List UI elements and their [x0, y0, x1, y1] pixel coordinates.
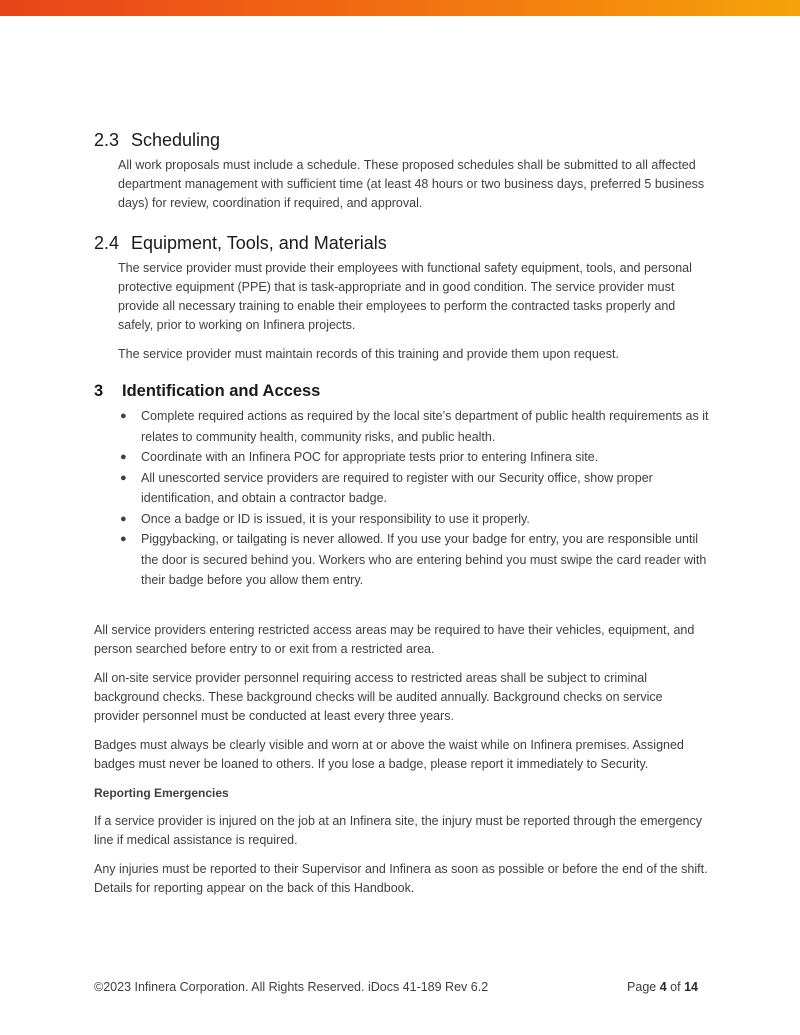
page-current: 4 [659, 980, 667, 994]
paragraph: If a service provider is injured on the job at an Infinera site, the injury must be reported through the emergency line if medical assistance is required. [94, 813, 702, 847]
list-item-text: Piggybacking, or tailgating is never allowed. If you use your badge for entry, you are responsible until the door is secured behind you. Workers who are entering behind you must swipe the card reader with their badge before you allow them entry. [141, 532, 707, 587]
section-title: Equipment, Tools, and Materials [131, 233, 387, 253]
section-body-2-3 [118, 156, 710, 213]
section-heading-2-3 [94, 128, 710, 152]
page-total: 14 [684, 980, 698, 994]
document-page [94, 128, 710, 908]
bullet-list [118, 406, 710, 591]
bullet-icon: ● [120, 512, 127, 525]
subheading-reporting-emergencies: Reporting Emergencies [94, 785, 229, 800]
section-body-2-4 [118, 259, 710, 364]
list-item [118, 406, 710, 447]
list-item [118, 447, 710, 468]
bullet-icon: ● [120, 533, 127, 545]
list-item [118, 529, 710, 591]
bullet-icon: ● [120, 451, 127, 463]
list-item-text: Coordinate with an Infinera POC for appropriate tests prior to entering Infinera site. [141, 450, 599, 464]
paragraph: The service provider must provide their employees with functional safety equipment, tools, and personal protective equipment (PPE) that is task-appropriate and in good condition. The service provider must provide all necessary training to enable their employees to perform the contracted tasks properly and safely, prior to working on Infinera projects. [118, 261, 692, 332]
list-item-text: Complete required actions as required by the local site’s department of public health requirements as it relates to community health, community risks, and public health. [141, 409, 709, 444]
section-heading-3 [94, 380, 710, 402]
section-title: Scheduling [131, 130, 221, 150]
page-of: of [670, 980, 681, 994]
page-prefix: Page [627, 980, 657, 994]
paragraph: All work proposals must include a schedule. These proposed schedules shall be submitted to all affected department management with sufficient time (at least 48 hours or two business days, preferred 5 business days) for review, coordination if required, and approval. [118, 158, 705, 210]
page-footer [94, 980, 698, 994]
paragraph: Any injuries must be reported to their Supervisor and Infinera as soon as possible or before the end of the shift. Details for reporting appear on the back of this Handbook. [94, 861, 708, 895]
list-item-text: All unescorted service providers are required to register with our Security office, show proper identification, and obtain a contractor badge. [141, 470, 653, 505]
bullet-icon: ● [120, 410, 127, 422]
section-number: 2.4 [94, 233, 120, 253]
section-number: 3 [94, 382, 104, 400]
paragraph: The service provider must maintain records of this training and provide them upon request. [118, 347, 619, 361]
section-heading-2-4 [94, 231, 710, 255]
bullet-icon: ● [120, 471, 127, 484]
section-number: 2.3 [94, 130, 120, 150]
list-item-text: Once a badge or ID is issued, it is your responsibility to use it properly. [141, 511, 530, 526]
brand-accent-bar [0, 0, 800, 16]
paragraph: Badges must always be clearly visible and worn at or above the waist while on Infinera premises. Assigned badges must never be loaned to others. If you lose a badge, please report it immediately to Security. [94, 737, 684, 771]
paragraph: All on-site service provider personnel requiring access to restricted areas shall be subject to criminal background checks. These background checks will be audited annually. Background checks on service provider personnel must be conducted at least every three years. [94, 670, 663, 723]
paragraph: All service providers entering restricted access areas may be required to have their vehicles, equipment, and person searched before entry to or exit from a restricted area. [94, 622, 695, 656]
copyright-text: ©2023 Infinera Corporation. All Rights Reserved. iDocs 41-189 Rev 6.2 [94, 980, 489, 994]
page-number [627, 980, 698, 994]
section-title: Identification and Access [122, 382, 321, 400]
list-item [118, 509, 710, 530]
list-item [118, 468, 710, 509]
